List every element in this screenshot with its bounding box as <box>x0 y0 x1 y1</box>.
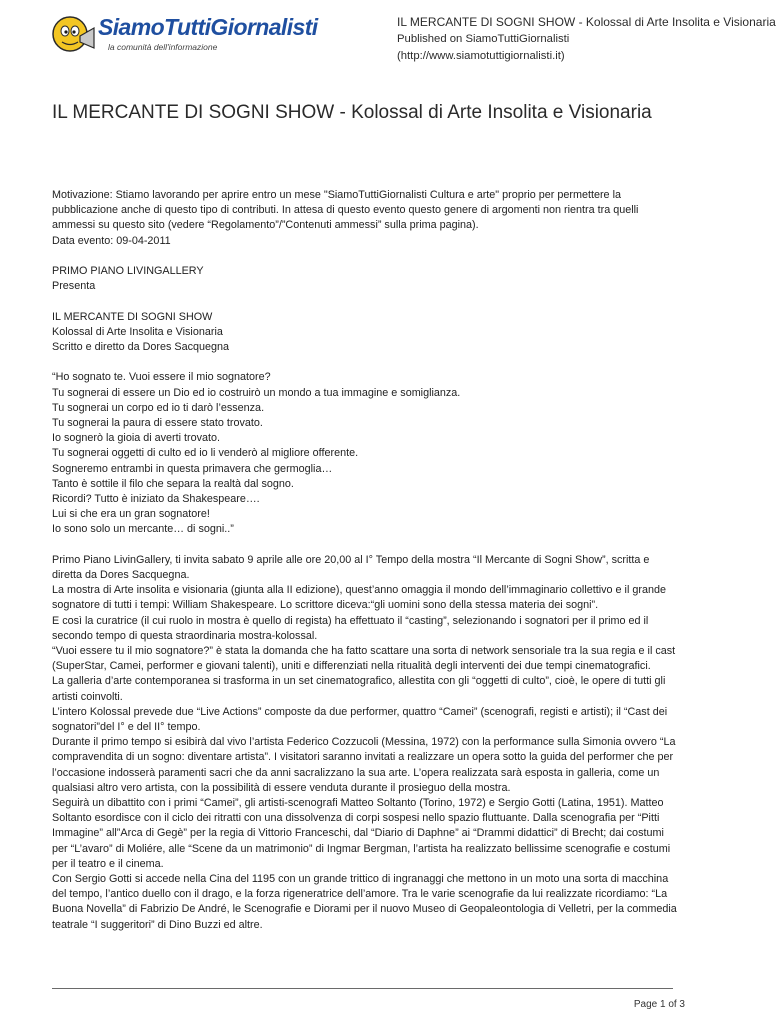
megaphone-logo-icon <box>50 14 96 54</box>
poem-line: Io sognerò la gioia di averti trovato. <box>52 432 221 445</box>
poem-line: Tu sognerai oggetti di culto ed io li venderò al migliore offerente. <box>52 447 359 460</box>
poem-line: Ricordi? Tutto è iniziato da Shakespeare…. <box>52 493 260 506</box>
poem-line: Lui si che era un gran sognatore! <box>52 508 210 521</box>
show-credits: Scritto e diretto da Dores Sacquegna <box>52 341 230 353</box>
poem-line: Io sono solo un mercante… di sogni..” <box>52 523 234 536</box>
site-logo[interactable] <box>50 10 370 56</box>
body-paragraph: “Vuoi essere tu il mio sognatore?” è stata la domanda che ha fatto scattare una sorta di network sensoriale tra la sua regia e il cast (SuperStar, Camei, performer e giovani talenti), uniti e differenziati nella ritualità degli interventi dei due tempi cinematografici. <box>52 645 676 673</box>
show-subtitle: Kolossal di Arte Insolita e Visionaria <box>52 325 223 338</box>
poem-line: Tu sognerai un corpo ed io ti darò l’essenza. <box>52 401 265 414</box>
body-paragraph: L’intero Kolossal prevede due “Live Actions” composte da due performer, quattro “Camei” (scenografi, registi e artisti); il “Cast dei sognatori”del I° e del II° tempo. <box>52 705 668 734</box>
presenter-name: PRIMO PIANO LIVINGALLERY <box>52 265 204 277</box>
publication-info <box>397 14 776 65</box>
show-title: IL MERCANTE DI SOGNI SHOW <box>52 310 213 323</box>
page-number: Page 1 of 3 <box>633 999 685 1010</box>
logo-tagline: la comunità dell'informazione <box>108 42 218 52</box>
logo-title: SiamoTuttiGiornalisti <box>98 14 318 40</box>
poem-line: Tu sognerai la paura di essere stato trovato. <box>52 417 263 429</box>
event-date: Data evento: 09-04-2011 <box>52 234 171 247</box>
body-paragraph: Con Sergio Gotti si accede nella Cina del 1195 con un grande trittico di ingranaggi che mettono in un moto una sorta di macchina del tempo, l’antico duello con il drago, e la forza rigeneratrice dell’amore. Tra le varie scenografie da lui realizzate ricordiamo: “La Buona Novella” di Fabrizio De André, le Scenografie e Diorami per il nuovo Museo di Geopaleontologia di Velletri, per la commedia teatrale “I suggeritori” di Dino Buzzi ed altre. <box>52 873 677 931</box>
poem-line: Tanto è sottile il filo che separa la realtà dal sogno. <box>52 477 294 490</box>
presenter-verb: Presenta <box>52 280 96 293</box>
poem-line: Sogneremo entrambi in questa primavera che germoglia… <box>52 462 333 475</box>
body-paragraph: La mostra di Arte insolita e visionaria (giunta alla II edizione), quest’anno omaggia il mondo dell’immaginario collettivo e il grande sognatore di tutti i tempi: William Shakespeare. Lo scrittore diceva:“gli uomini sono della stessa materia dei sogni”. <box>52 584 666 612</box>
article-title: IL MERCANTE DI SOGNI SHOW - Kolossal di Arte Insolita e Visionaria <box>52 102 652 123</box>
poem-line: “Ho sognato te. Vuoi essere il mio sognatore? <box>52 371 271 384</box>
footer-divider <box>52 988 673 989</box>
header-article-title: IL MERCANTE DI SOGNI SHOW - Kolossal di Arte Insolita e Visionaria <box>397 15 776 29</box>
poem-line: Tu sognerai di essere un Dio ed io costruirò un mondo a tua immagine e somiglianza. <box>52 386 461 399</box>
page-header <box>0 0 776 70</box>
body-paragraph: Primo Piano LivinGallery, ti invita sabato 9 aprile alle ore 20,00 al I° Tempo della mostra “Il Mercante di Sogni Show”, scritta e diretta da Dores Sacquegna. <box>52 553 650 582</box>
motivation-paragraph: Motivazione: Stiamo lavorando per aprire entro un mese "SiamoTuttiGiornalisti Cultura e arte" proprio per permettere la pubblicazione anche di questo tipo di contributi. In attesa di questo evento questo genere di argomenti non rientra tra quelli ammessi su questo sito (vedere “Regolamento”/”Contenuti ammessi” sulla prima pagina). <box>52 189 639 232</box>
site-url-link[interactable]: (http://www.siamotuttigiornalisti.it) <box>397 50 565 62</box>
article-body <box>52 188 682 933</box>
body-paragraph: Seguirà un dibattito con i primi “Camei”, gli artisti-scenografi Matteo Soltanto (Torino, 1972) e Sergio Gotti (Latina, 1951). Matteo Soltanto esordisce con il ciclo dei ritratti con una dissolvenza di corpi sospesi nello spazio fluttuante. Dalla scenografia per “Pitti Immagine” all”Arca di Gegè” per la regia di Vittorio Franceschi, dal “Diario di Daphne” ai “Drammi didattici” di Brecht; dai costumi per “L’avaro” di Moliére, alle “Scene da un matrimonio” di Ingmar Bergman, l’artista ha realizzato bellissime scenografie e costumi per il teatro e il cinema. <box>52 797 671 870</box>
body-paragraph: La galleria d’arte contemporanea si trasforma in un set cinematografico, allestita con gli “oggetti di culto”, cioè, le opere di tutti gli artisti coinvolti. <box>52 675 666 703</box>
body-paragraph: Durante il primo tempo si esibirà dal vivo l’artista Federico Cozzucoli (Messina, 1972) con la performance sulla Simonia ovvero “La compravendita di un sogno: diventare artista”. I visitatori saranno invitati a realizzare un opera sotto la guida del performer che per l’occasione indosserà paramenti sacri che da anni sacralizzano la sua arte. L’opera realizzata sarà esposta in galleria, come un qualsiasi altro vero artista, con la possibilità di essere venduta durante il prosieguo della mostra. <box>52 736 676 794</box>
body-paragraph: E così la curatrice (il cui ruolo in mostra è quello di regista) ha effettuato il “casting”, selezionando i sognatori per il primo ed il secondo tempo di questa straordinaria mostra-kolossal. <box>52 614 649 642</box>
published-on-text: Published on SiamoTuttiGiornalisti <box>397 33 570 45</box>
